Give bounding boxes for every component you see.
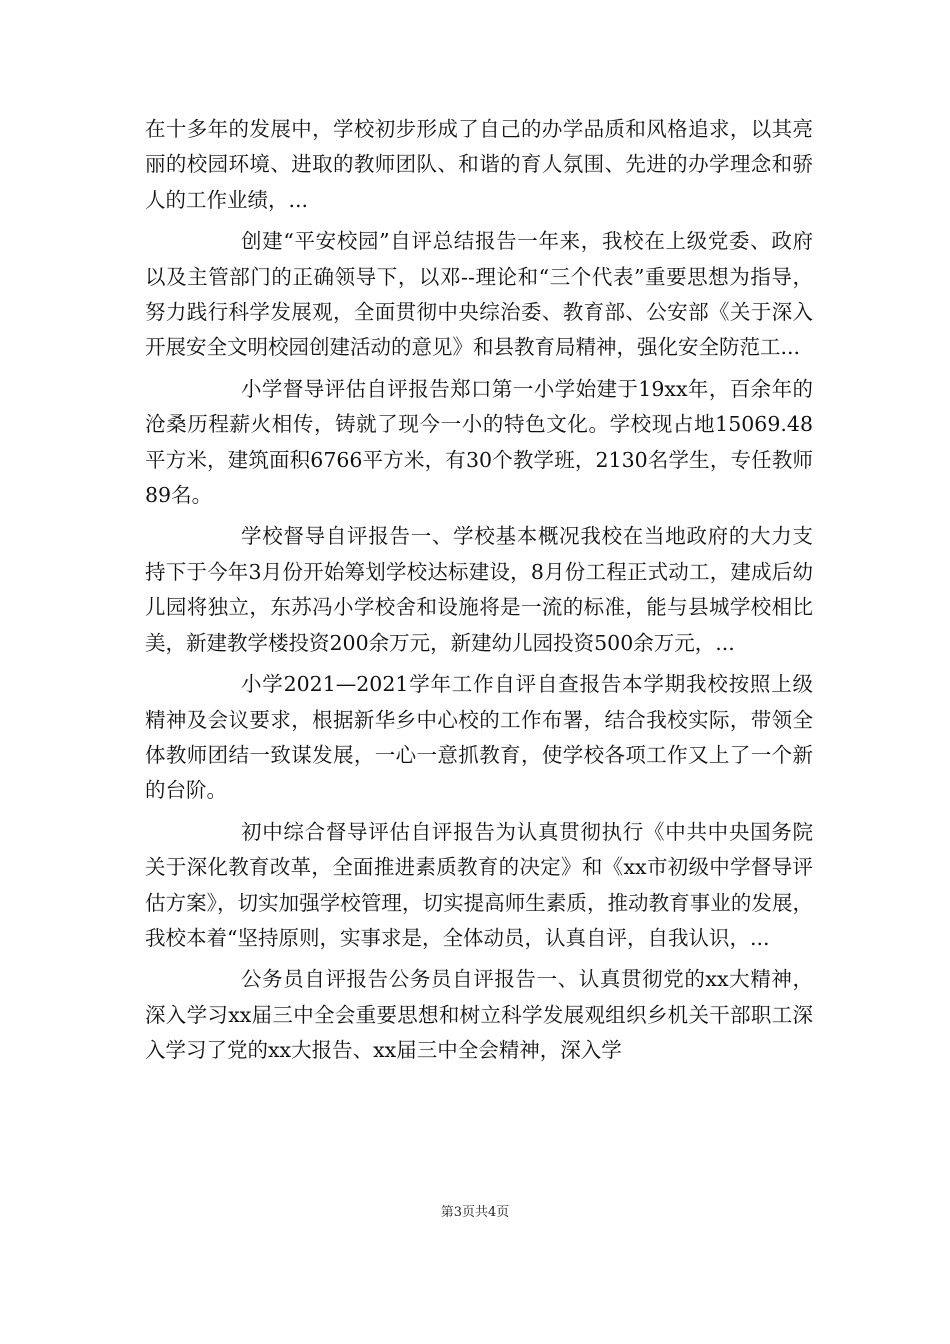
paragraph-3: 小学督导评估自评报告郑口第一小学始建于19xx年，百余年的沧桑历程薪火相传，铸就了现今一小的特色文化。学校现占地15069.48平方米，建筑面积6766平方米，有30个教学班，2130名学生，专任教师89名。 — [145, 376, 813, 508]
document-body — [145, 112, 813, 1075]
paragraph-5: 小学2021—2021学年工作自评自查报告本学期我校按照上级精神及会议要求，根据新华乡中心校的工作布署，结合我校实际，带领全体教师团结一致谋发展，一心一意抓教育，使学校各项工作又上了一个新的台阶。 — [145, 672, 813, 803]
paragraph-7: 公务员自评报告公务员自评报告一、认真贯彻党的xx大精神，深入学习xx届三中全会重要思想和树立科学发展观组织乡机关干部职工深入学习了党的xx大报告、xx届三中全会精神，深入学 — [145, 967, 813, 1063]
paragraph-1: 在十多年的发展中，学校初步形成了自己的办学品质和风格追求，以其亮丽的校园环境、进取的教师团队、和谐的育人氛围、先进的办学理念和骄人的工作业绩，... — [145, 117, 813, 212]
paragraph-6: 初中综合督导评估自评报告为认真贯彻执行《中共中央国务院关于深化教育改革，全面推进素质教育的决定》和《xx市初级中学督导评估方案》，切实加强学校管理，切实提高师生素质，推动教育事业的发展，我校本着“坚持原则，实事求是，全体动员，认真自评，自我认识，... — [145, 819, 813, 950]
page-number: 第3页共4页 — [440, 1205, 510, 1220]
paragraph-2: 创建“平安校园”自评总结报告一年来，我校在上级党委、政府以及主管部门的正确领导下，以邓--理论和“三个代表”重要思想为指导，努力践行科学发展观，全面贯彻中央综治委、教育部、公安部《关于深入开展安全文明校园创建活动的意见》和县教育局精神，强化安全防范工... — [145, 229, 813, 360]
paragraph-4: 学校督导自评报告一、学校基本概况我校在当地政府的大力支持下于今年3月份开始筹划学校达标建设，8月份工程正式动工，建成后幼儿园将独立，东苏冯小学校舍和设施将是一流的标准，能与县城学校相比美，新建教学楼投资200余万元，新建幼儿园投资500余万元，... — [145, 524, 813, 655]
